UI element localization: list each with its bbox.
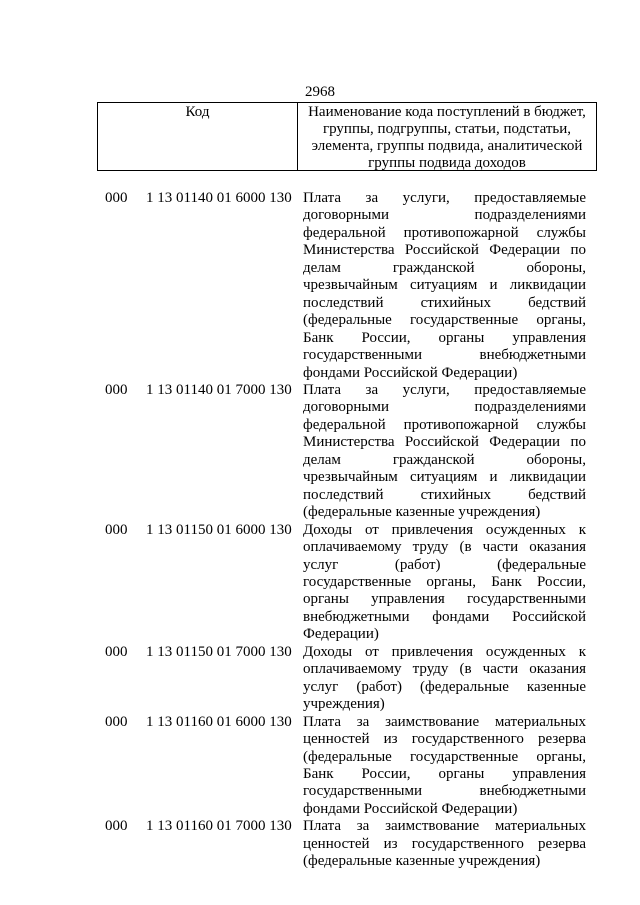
page-number: 2968 bbox=[305, 84, 335, 100]
revenue-code: 1 13 01140 01 7000 130 bbox=[146, 381, 292, 398]
list-item bbox=[0, 382, 640, 522]
revenue-description: Доходы от привлечения осужденных к оплачиваемому труду (в части оказания услуг (работ) (федеральные казенные учреждения) bbox=[303, 643, 586, 713]
revenue-description: Плата за заимствование материальных ценностей из государственного резерва (федеральные государственные органы, Банк России, органы управления государственными внебюджетными фондами Российской Федерации) bbox=[303, 713, 586, 817]
list-item bbox=[0, 714, 640, 819]
revenue-code: 1 13 01150 01 6000 130 bbox=[146, 521, 292, 538]
code-column-header: Код bbox=[98, 103, 298, 170]
revenue-code: 1 13 01160 01 7000 130 bbox=[146, 818, 292, 835]
revenue-code: 1 13 01160 01 6000 130 bbox=[146, 713, 292, 730]
admin-code: 000 bbox=[105, 521, 128, 538]
name-column-header: Наименование кода поступлений в бюджет, группы, подгруппы, статьи, подстатьи, элемента, группы подвида, аналитической группы подвида доходов bbox=[308, 104, 586, 171]
list-item bbox=[0, 522, 640, 644]
list-item bbox=[0, 190, 640, 382]
entries-list bbox=[0, 190, 640, 871]
table-header bbox=[97, 102, 597, 171]
list-item bbox=[0, 818, 640, 870]
admin-code: 000 bbox=[105, 190, 128, 206]
revenue-description: Плата за заимствование материальных ценностей из государственного резерва (федеральные казенные учреждения) bbox=[303, 818, 586, 870]
admin-code: 000 bbox=[105, 643, 128, 660]
admin-code: 000 bbox=[105, 818, 128, 835]
admin-code: 000 bbox=[105, 713, 128, 730]
revenue-code: 1 13 01150 01 7000 130 bbox=[146, 643, 292, 660]
revenue-description: Доходы от привлечения осужденных к оплачиваемому труду (в части оказания услуг (работ) (федеральные государственные органы, Банк России, органы управления государственными внебюджетными фондами Российской Федерации) bbox=[303, 521, 586, 643]
list-item bbox=[0, 644, 640, 714]
revenue-description: Плата за услуги, предоставляемые договорными подразделениями федеральной противопожарной службы Министерства Российской Федерации по делам гражданской обороны, чрезвычайным ситуациям и ликвидации последствий стихийных бедствий (федеральные казенные учреждения) bbox=[303, 381, 586, 521]
revenue-code: 1 13 01140 01 6000 130 bbox=[146, 190, 292, 206]
revenue-description: Плата за услуги, предоставляемые договорными подразделениями федеральной противопожарной службы Министерства Российской Федерации по делам гражданской обороны, чрезвычайным ситуациям и ликвидации последствий стихийных бедствий (федеральные государственные органы, Банк России, органы управления государственными внебюджетными фондами Российской Федерации) bbox=[303, 190, 586, 381]
admin-code: 000 bbox=[105, 381, 128, 398]
